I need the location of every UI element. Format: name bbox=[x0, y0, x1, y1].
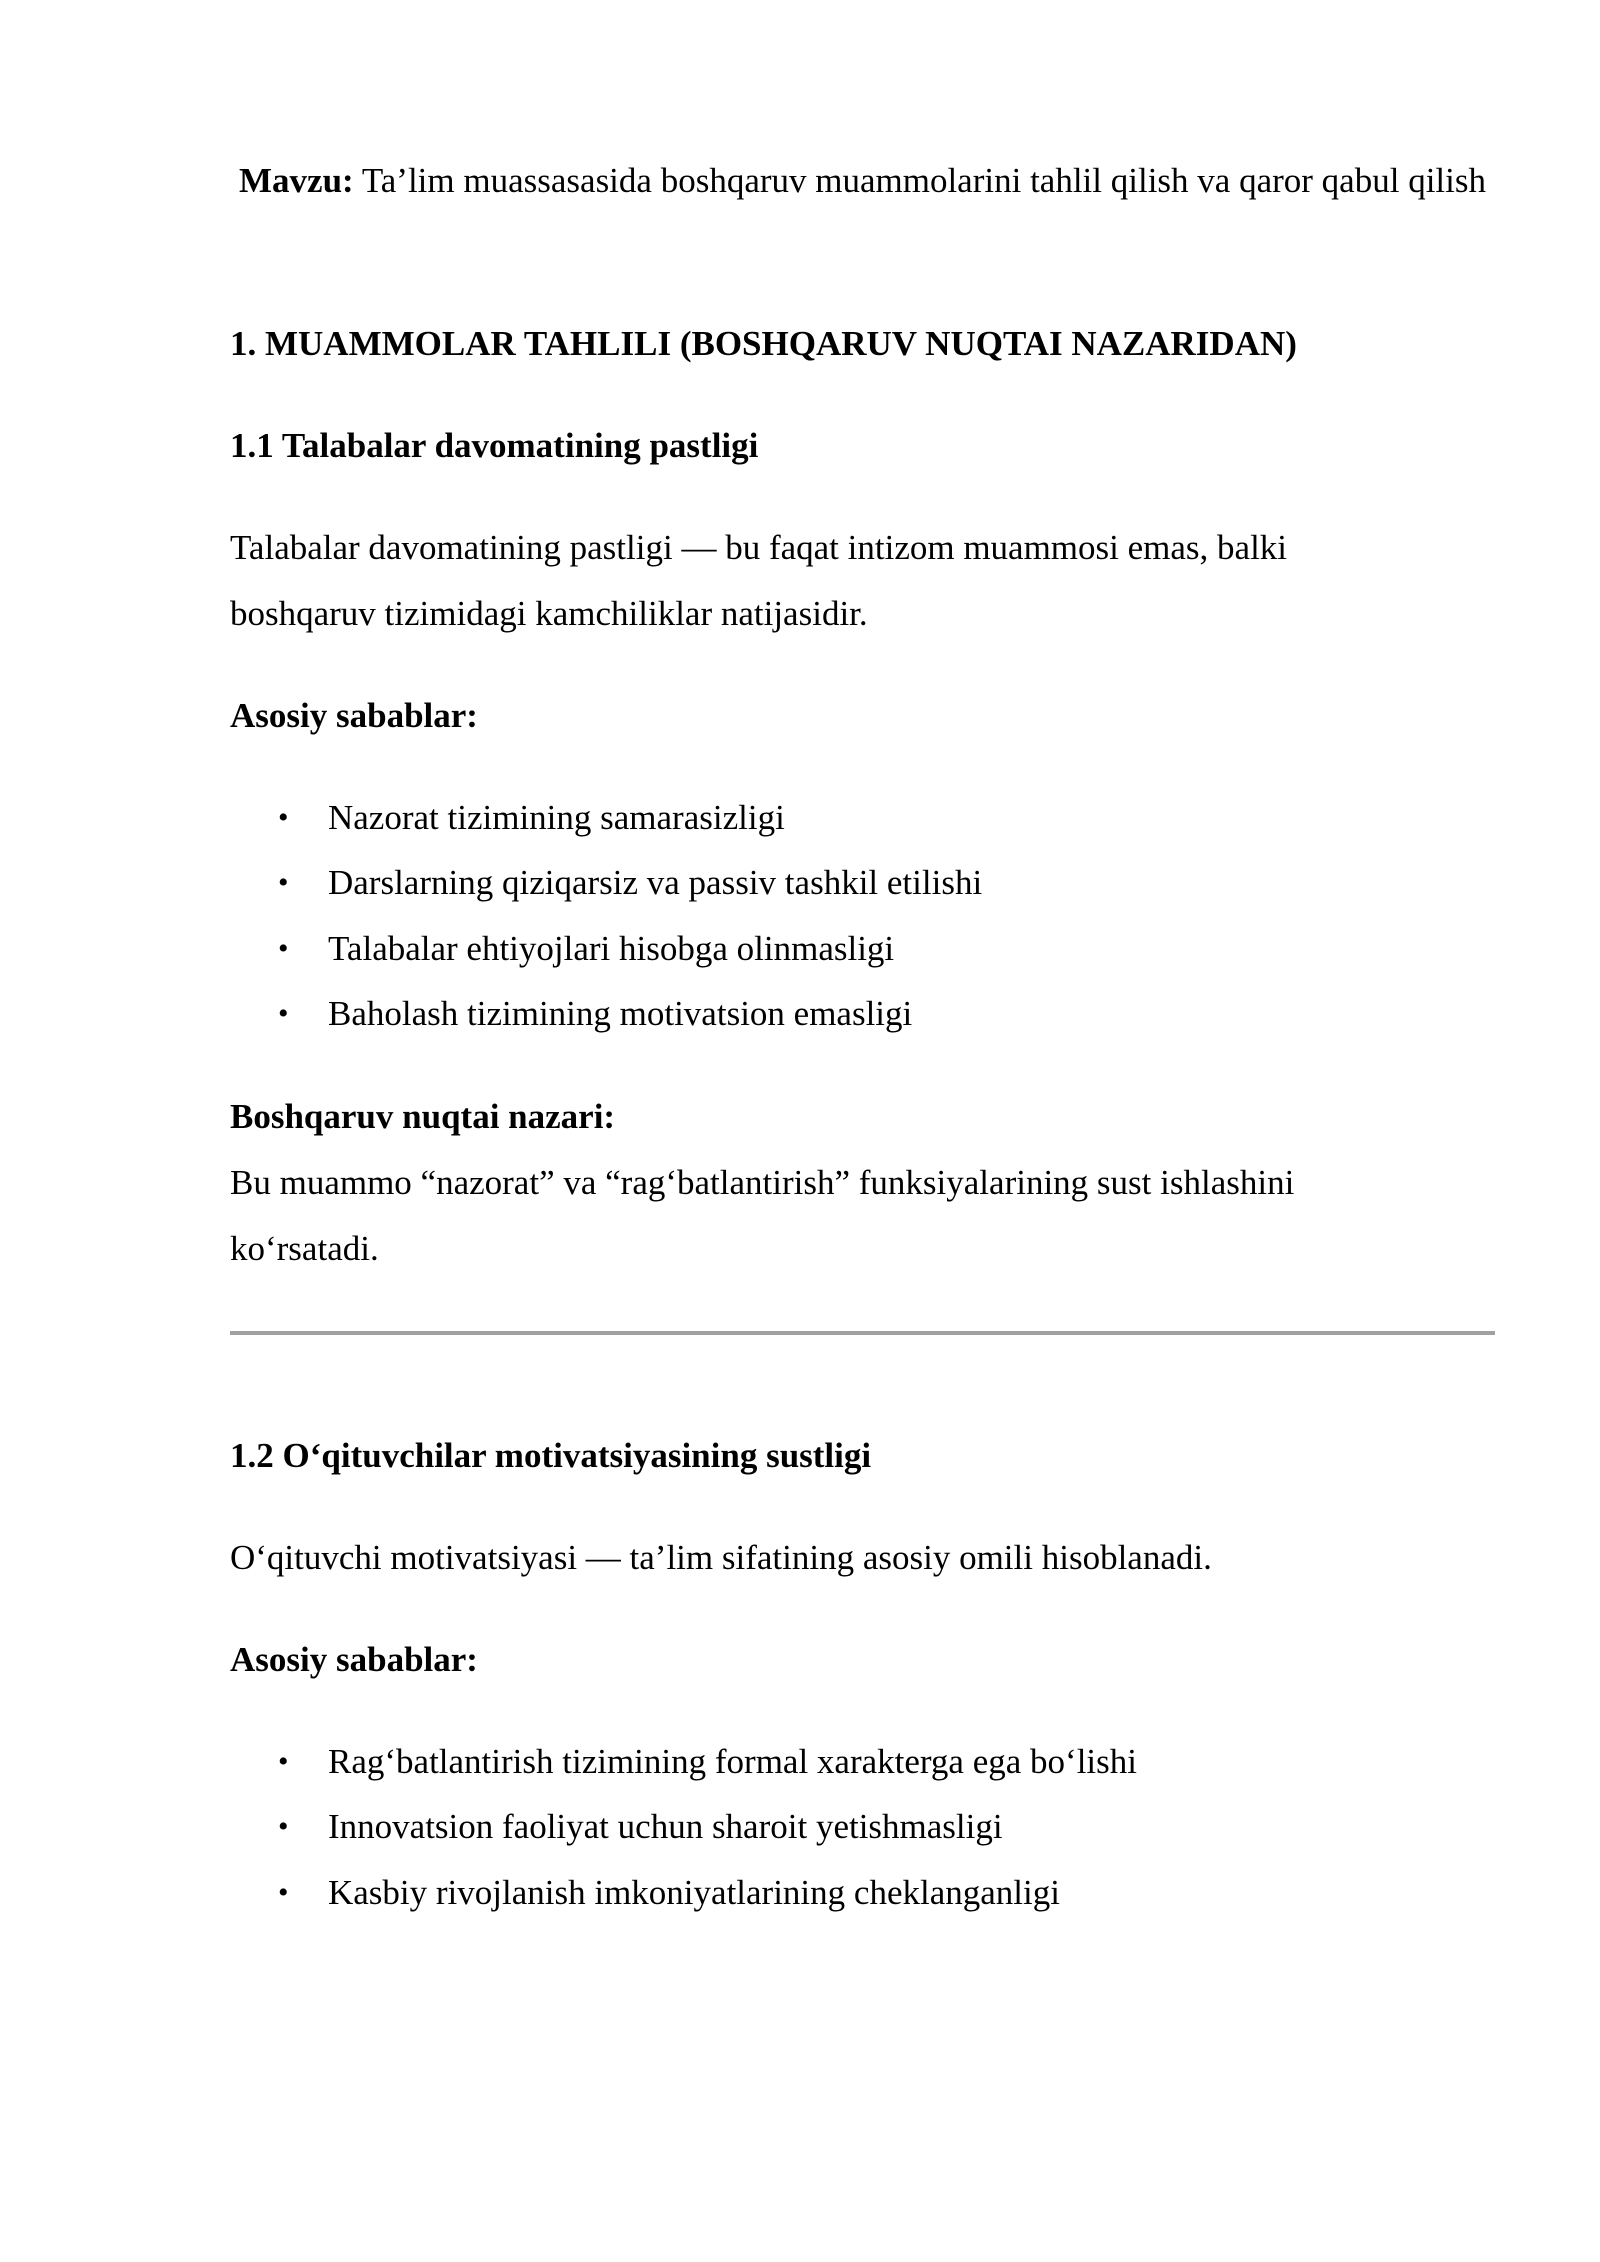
paragraph-line: Talabalar davomatining pastligi — bu faqat intizom muammosi emas, balki bbox=[230, 528, 1288, 567]
list-item-text: Nazorat tizimining samarasizligi bbox=[328, 798, 785, 837]
title-text: Ta’lim muassasasida boshqaruv muammolarini tahlil qilish va qaror qabul qilish bbox=[361, 161, 1486, 200]
paragraph-line: ko‘rsatadi. bbox=[230, 1229, 379, 1268]
list-item bbox=[278, 796, 785, 840]
bullet-icon: • bbox=[278, 1745, 289, 1778]
subsection-heading-1-1: 1.1 Talabalar davomatining pastligi bbox=[230, 426, 759, 465]
paragraph-line: O‘qituvchi motivatsiyasi — ta’lim sifatining asosiy omili hisoblanadi. bbox=[230, 1538, 1212, 1577]
list-item-text: Kasbiy rivojlanish imkoniyatlarining cheklanganligi bbox=[328, 1873, 1060, 1912]
section-heading: 1. MUAMMOLAR TAHLILI (BOSHQARUV NUQTAI NAZARIDAN) bbox=[230, 324, 1297, 363]
document-title bbox=[230, 148, 1495, 214]
title-label: Mavzu: bbox=[239, 161, 354, 200]
list-item-text: Talabalar ehtiyojlari hisobga olinmasligi bbox=[328, 929, 895, 968]
bullet-icon: • bbox=[278, 1810, 289, 1843]
list-item-text: Innovatsion faoliyat uchun sharoit yetishmasligi bbox=[328, 1807, 1003, 1846]
paragraph-line: Bu muammo “nazorat” va “rag‘batlantirish” funksiyalarining sust ishlashini bbox=[230, 1163, 1295, 1202]
list-item bbox=[278, 1805, 1003, 1849]
view-heading: Boshqaruv nuqtai nazari: bbox=[230, 1097, 616, 1136]
bullet-icon: • bbox=[278, 997, 289, 1030]
horizontal-divider bbox=[230, 1331, 1495, 1335]
list-item bbox=[278, 992, 912, 1036]
causes-heading: Asosiy sabablar: bbox=[230, 696, 478, 735]
list-item-text: Baholash tizimining motivatsion emasligi bbox=[328, 994, 913, 1033]
paragraph-line: boshqaruv tizimidagi kamchiliklar natijasidir. bbox=[230, 594, 868, 633]
bullet-icon: • bbox=[278, 801, 289, 834]
list-item bbox=[278, 1871, 1060, 1915]
document-page bbox=[230, 0, 1495, 2262]
list-item-text: Darslarning qiziqarsiz va passiv tashkil etilishi bbox=[328, 863, 983, 902]
bullet-icon: • bbox=[278, 866, 289, 899]
list-item bbox=[278, 1740, 1137, 1784]
list-item-text: Rag‘batlantirish tizimining formal xarakterga ega bo‘lishi bbox=[328, 1742, 1137, 1781]
bullet-icon: • bbox=[278, 1876, 289, 1909]
bullet-icon: • bbox=[278, 932, 289, 965]
causes-heading: Asosiy sabablar: bbox=[230, 1640, 478, 1679]
list-item bbox=[278, 861, 982, 905]
subsection-heading-1-2: 1.2 O‘qituvchilar motivatsiyasining sustligi bbox=[230, 1436, 872, 1475]
list-item bbox=[278, 927, 894, 971]
